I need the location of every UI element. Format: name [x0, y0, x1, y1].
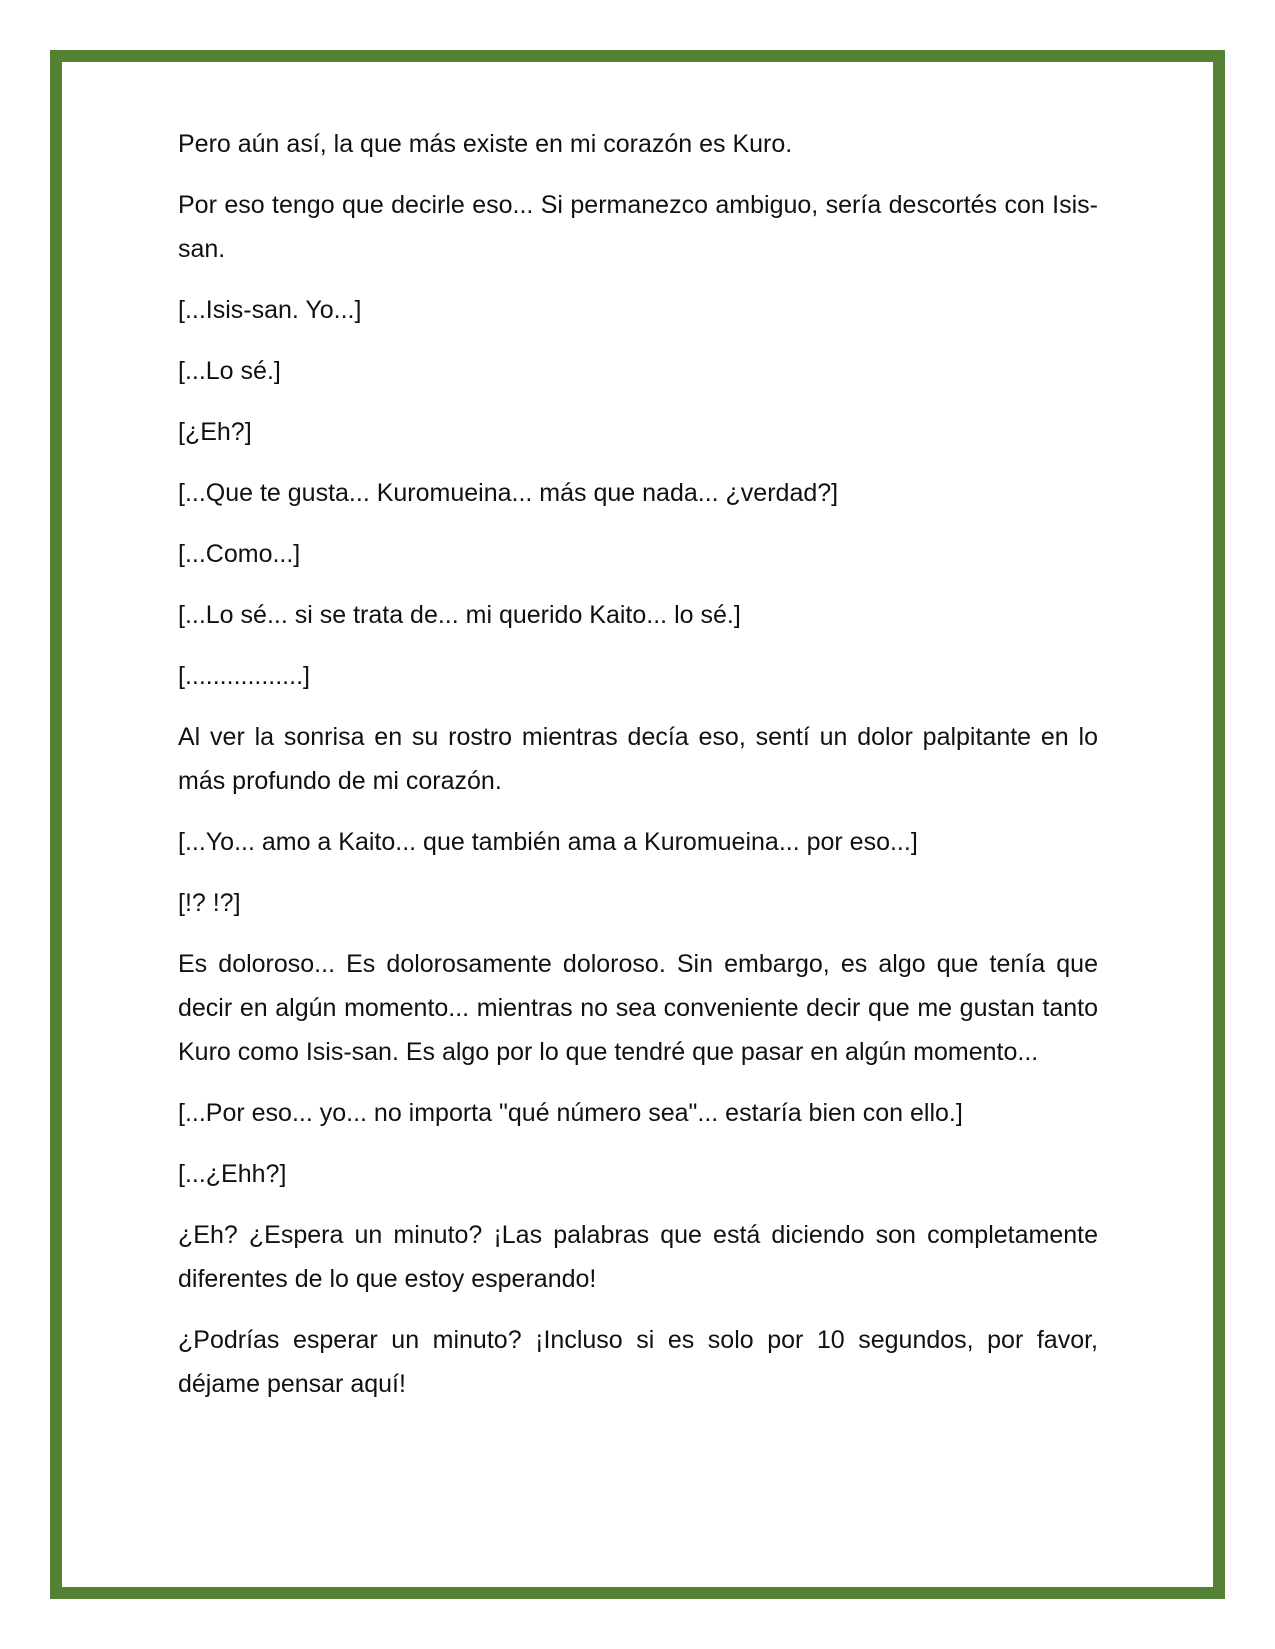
paragraph: [...Isis-san. Yo...]: [178, 296, 362, 324]
paragraph: Por eso tengo que decirle eso... Si permanezco ambiguo, sería descortés con Isis-san.: [178, 191, 1098, 263]
paragraph: [...Que te gusta... Kuromueina... más que nada... ¿verdad?]: [178, 479, 839, 507]
paragraph: Pero aún así, la que más existe en mi corazón es Kuro.: [178, 130, 793, 158]
paragraph: ¿Eh? ¿Espera un minuto? ¡Las palabras que está diciendo son completamente diferentes de lo que estoy esperando!: [178, 1221, 1098, 1293]
paragraph: [...Lo sé.]: [178, 357, 281, 385]
document-body: [178, 122, 1098, 1423]
paragraph: [...Yo... amo a Kaito... que también ama a Kuromueina... por eso...]: [178, 828, 918, 856]
paragraph: [!? !?]: [178, 889, 241, 917]
paragraph: [...Por eso... yo... no importa "qué número sea"... estaría bien con ello.]: [178, 1099, 963, 1127]
paragraph: ¿Podrías esperar un minuto? ¡Incluso si es solo por 10 segundos, por favor, déjame pensar aquí!: [178, 1326, 1098, 1398]
paragraph: [...Lo sé... si se trata de... mi querido Kaito... lo sé.]: [178, 601, 741, 629]
paragraph: Es doloroso... Es dolorosamente doloroso. Sin embargo, es algo que tenía que decir en algún momento... mientras no sea conveniente decir que me gustan tanto Kuro como Isis-san. Es algo por lo que tendré que pasar en algún momento...: [178, 950, 1098, 1066]
paragraph: Al ver la sonrisa en su rostro mientras decía eso, sentí un dolor palpitante en lo más profundo de mi corazón.: [178, 723, 1098, 795]
paragraph: [...Como...]: [178, 540, 301, 568]
paragraph: [...¿Ehh?]: [178, 1160, 287, 1188]
paragraph: [.................]: [178, 662, 310, 690]
paragraph: [¿Eh?]: [178, 418, 252, 446]
